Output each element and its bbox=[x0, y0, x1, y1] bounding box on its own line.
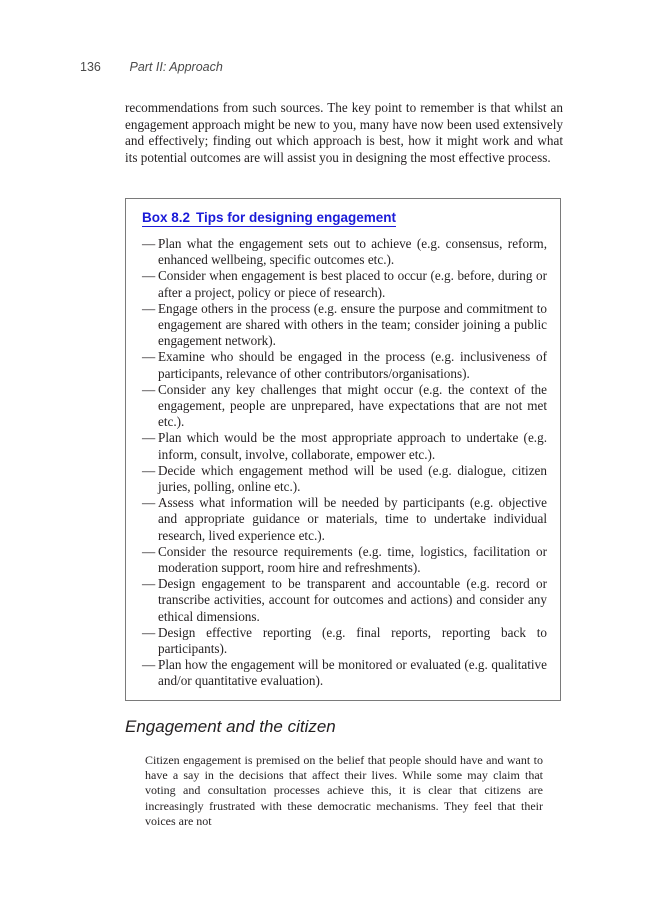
box-title-text: Tips for designing engagement bbox=[196, 210, 397, 225]
dash-marker: — bbox=[142, 624, 156, 640]
tip-text: Design engagement to be transparent and accountable (e.g. record or transcribe activities, account for outcomes and actions) and consider any ethical dimensions. bbox=[158, 576, 547, 624]
page-header bbox=[80, 60, 223, 78]
running-head: Part II: Approach bbox=[129, 60, 223, 74]
box-number: Box 8.2 bbox=[142, 210, 191, 225]
section-heading: Engagement and the citizen bbox=[125, 717, 336, 736]
dash-marker: — bbox=[142, 349, 156, 365]
dash-marker: — bbox=[142, 300, 156, 316]
tip-text: Assess what information will be needed by participants (e.g. objective and appropriate guidance or materials, time to undertake individual research, lived experience etc.). bbox=[158, 495, 547, 543]
tip-item bbox=[142, 430, 547, 462]
tip-text: Plan which would be the most appropriate approach to undertake (e.g. inform, consult, involve, collaborate, empower etc.). bbox=[158, 430, 547, 462]
tips-box bbox=[125, 198, 561, 701]
dash-marker: — bbox=[142, 268, 156, 284]
tip-text: Design effective reporting (e.g. final reports, reporting back to participants). bbox=[158, 624, 547, 657]
tip-item bbox=[142, 576, 547, 625]
tip-text: Plan what the engagement sets out to achieve (e.g. consensus, reform, enhanced wellbeing, specific outcomes etc.). bbox=[158, 236, 547, 268]
tip-text: Examine who should be engaged in the process (e.g. inclusiveness of participants, relevance of other contributors/organisations). bbox=[158, 349, 547, 381]
tip-text: Consider the resource requirements (e.g. time, logistics, facilitation or moderation support, room hire and refreshments). bbox=[158, 543, 547, 576]
tip-text: Engage others in the process (e.g. ensure the purpose and commitment to engagement are shared with others in the team; consider joining a public engagement network). bbox=[158, 300, 547, 349]
tip-text: Decide which engagement method will be used (e.g. dialogue, citizen juries, polling, online etc.). bbox=[158, 462, 547, 495]
tip-item bbox=[142, 301, 547, 350]
box-title bbox=[142, 210, 396, 227]
dash-marker: — bbox=[142, 462, 156, 478]
section-paragraph: Citizen engagement is premised on the belief that people should have and want to have a say in the decisions that affect their lives. While some may claim that voting and consultation processes achieve this, it is clear that citizens are increasingly frustrated with these democratic mechanisms. They feel that their voices are not bbox=[145, 753, 543, 828]
tip-item bbox=[142, 268, 547, 300]
tip-item bbox=[142, 495, 547, 544]
dash-marker: — bbox=[142, 657, 156, 673]
dash-marker: — bbox=[142, 381, 156, 397]
tip-item bbox=[142, 349, 547, 381]
tips-list bbox=[142, 236, 547, 690]
dash-marker: — bbox=[142, 236, 156, 251]
dash-marker: — bbox=[142, 576, 156, 592]
dash-marker: — bbox=[142, 543, 156, 559]
dash-marker: — bbox=[142, 430, 156, 446]
tip-text: Consider when engagement is best placed to occur (e.g. before, during or after a project, policy or piece of research). bbox=[158, 268, 547, 300]
tip-item bbox=[142, 625, 547, 657]
dash-marker: — bbox=[142, 495, 156, 511]
tip-item bbox=[142, 463, 547, 495]
tip-item bbox=[142, 657, 547, 689]
tip-item bbox=[142, 544, 547, 576]
intro-paragraph: recommendations from such sources. The key point to remember is that whilst an engagement approach might be new to you, many have now been used extensively and effectively; finding out which approach is best, how it might work and what its potential outcomes are will assist you in designing the most effective process. bbox=[125, 100, 563, 165]
tip-item bbox=[142, 236, 547, 268]
tip-text: Consider any key challenges that might occur (e.g. the context of the engagement, people are unprepared, have expectations that are not met etc.). bbox=[158, 381, 547, 430]
page-number: 136 bbox=[80, 60, 101, 74]
tip-text: Plan how the engagement will be monitored or evaluated (e.g. qualitative and/or quantitative evaluation). bbox=[158, 657, 547, 689]
tip-item bbox=[142, 382, 547, 431]
